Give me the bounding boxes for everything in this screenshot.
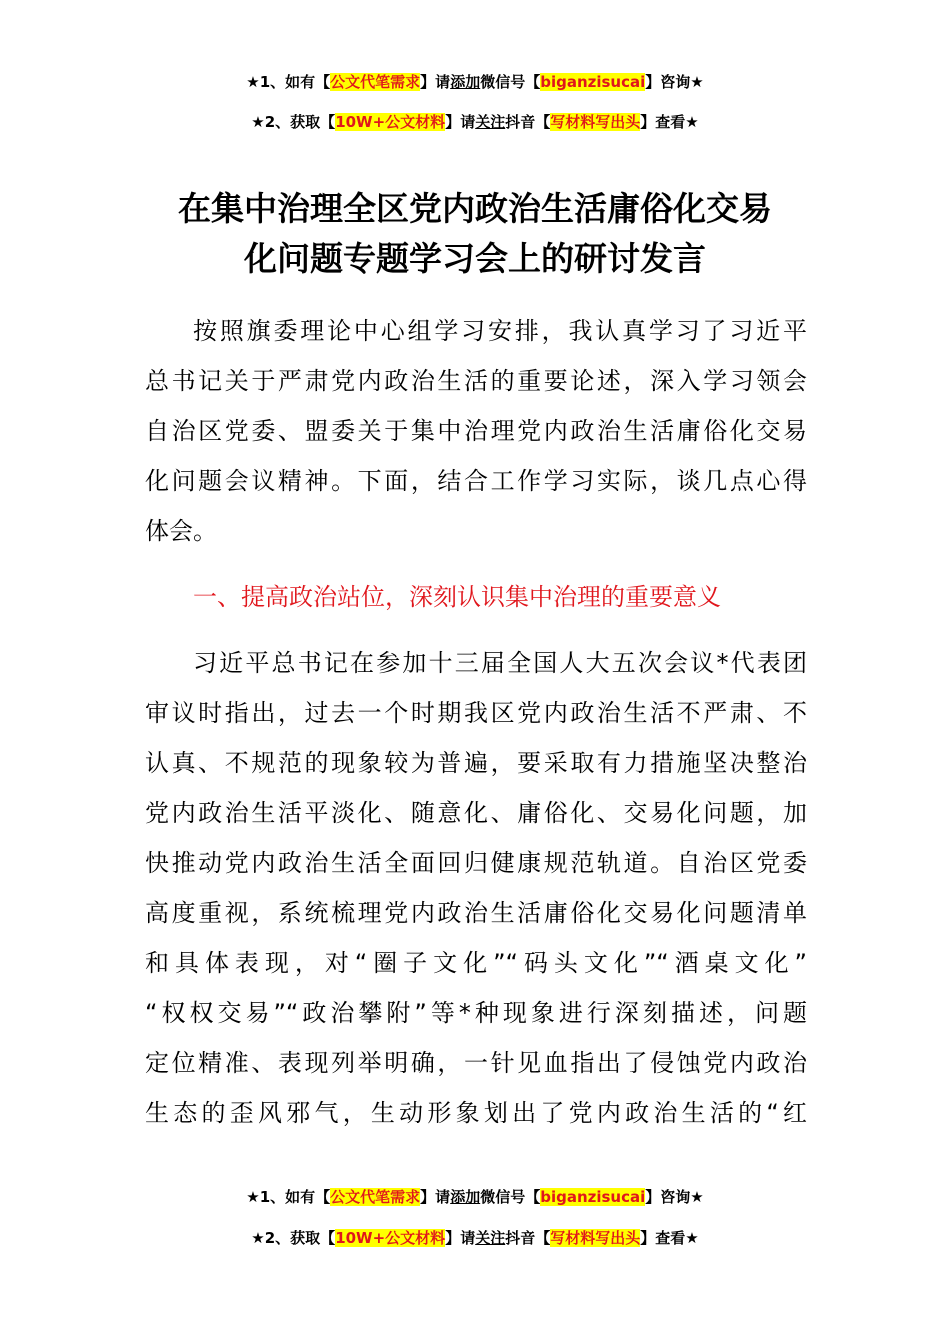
- banner-text: 】请: [445, 1229, 476, 1247]
- banner-highlight: 公文代笔需求: [330, 1188, 421, 1206]
- banner-highlight: biganzisucai: [540, 1188, 646, 1206]
- banner-underlined-text: 关注: [475, 1229, 506, 1247]
- banner-highlight: 写材料写出头: [550, 1229, 641, 1247]
- banner-text: 】咨询★: [645, 73, 704, 91]
- banner-text: 微信号【: [480, 1188, 541, 1206]
- banner-text: ★2、获取【: [251, 1229, 336, 1247]
- paragraph-intro: [145, 306, 807, 556]
- top-banner-line-2: [0, 112, 950, 132]
- document-title-line-1: 在集中治理全区党内政治生活庸俗化交易: [178, 189, 772, 228]
- banner-highlight: 10W+公文材料: [335, 113, 446, 131]
- paragraph-line: 高度重视，系统梳理党内政治生活庸俗化交易化问题清单: [145, 899, 807, 927]
- banner-text: 微信号【: [480, 73, 541, 91]
- paragraph-line: 和具体表现，对“圈子文化”“码头文化”“酒桌文化”: [145, 949, 807, 977]
- paragraph-line: 生态的歪风邪气，生动形象划出了党内政治生活的“红: [145, 1099, 807, 1127]
- banner-text: 】查看★: [640, 113, 699, 131]
- paragraph-line: 认真、不规范的现象较为普遍，要采取有力措施坚决整治: [145, 749, 807, 777]
- banner-underlined-text: 添加: [450, 73, 481, 91]
- banner-underlined-text: 关注: [475, 113, 506, 131]
- banner-highlight: 写材料写出头: [550, 113, 641, 131]
- paragraph-line: 总书记关于严肃党内政治生活的重要论述，深入学习领会: [145, 367, 807, 395]
- banner-text: 】请: [445, 113, 476, 131]
- banner-highlight: biganzisucai: [540, 73, 646, 91]
- paragraph-line: 党内政治生活平淡化、随意化、庸俗化、交易化问题，加: [145, 799, 807, 827]
- document-body: [145, 306, 807, 1138]
- banner-text: ★1、如有【: [246, 73, 331, 91]
- section-heading: 一、提高政治站位，深刻认识集中治理的重要意义: [193, 583, 721, 611]
- banner-text: 】咨询★: [645, 1188, 704, 1206]
- paragraph-section-1: [145, 638, 807, 1138]
- paragraph-line: 习近平总书记在参加十三届全国人大五次会议*代表团: [193, 649, 807, 677]
- banner-text: ★2、获取【: [251, 113, 336, 131]
- banner-underlined-text: 添加: [450, 1188, 481, 1206]
- paragraph-line: 按照旗委理论中心组学习安排，我认真学习了习近平: [193, 317, 807, 345]
- banner-text: 抖音【: [505, 1229, 551, 1247]
- top-banner-line-1: [0, 72, 950, 92]
- banner-highlight: 公文代笔需求: [330, 73, 421, 91]
- banner-text: 】请: [420, 1188, 451, 1206]
- paragraph-line: 审议时指出，过去一个时期我区党内政治生活不严肃、不: [145, 699, 807, 727]
- paragraph-line: 快推动党内政治生活全面回归健康规范轨道。自治区党委: [145, 849, 807, 877]
- banner-text: 】查看★: [640, 1229, 699, 1247]
- paragraph-line: 化问题会议精神。下面，结合工作学习实际，谈几点心得: [145, 467, 807, 495]
- bottom-banner-line-1: [0, 1187, 950, 1207]
- banner-text: 抖音【: [505, 113, 551, 131]
- banner-highlight: 10W+公文材料: [335, 1229, 446, 1247]
- paragraph-line: 自治区党委、盟委关于集中治理党内政治生活庸俗化交易: [145, 417, 807, 445]
- paragraph-line: 定位精准、表现列举明确，一针见血指出了侵蚀党内政治: [145, 1049, 807, 1077]
- banner-text: ★1、如有【: [246, 1188, 331, 1206]
- bottom-banner-line-2: [0, 1228, 950, 1248]
- paragraph-line: 体会。: [145, 517, 217, 545]
- banner-text: 】请: [420, 73, 451, 91]
- paragraph-line: “权权交易”“政治攀附”等*种现象进行深刻描述，问题: [145, 999, 807, 1027]
- document-title-line-2: 化问题专题学习会上的研讨发言: [244, 239, 706, 278]
